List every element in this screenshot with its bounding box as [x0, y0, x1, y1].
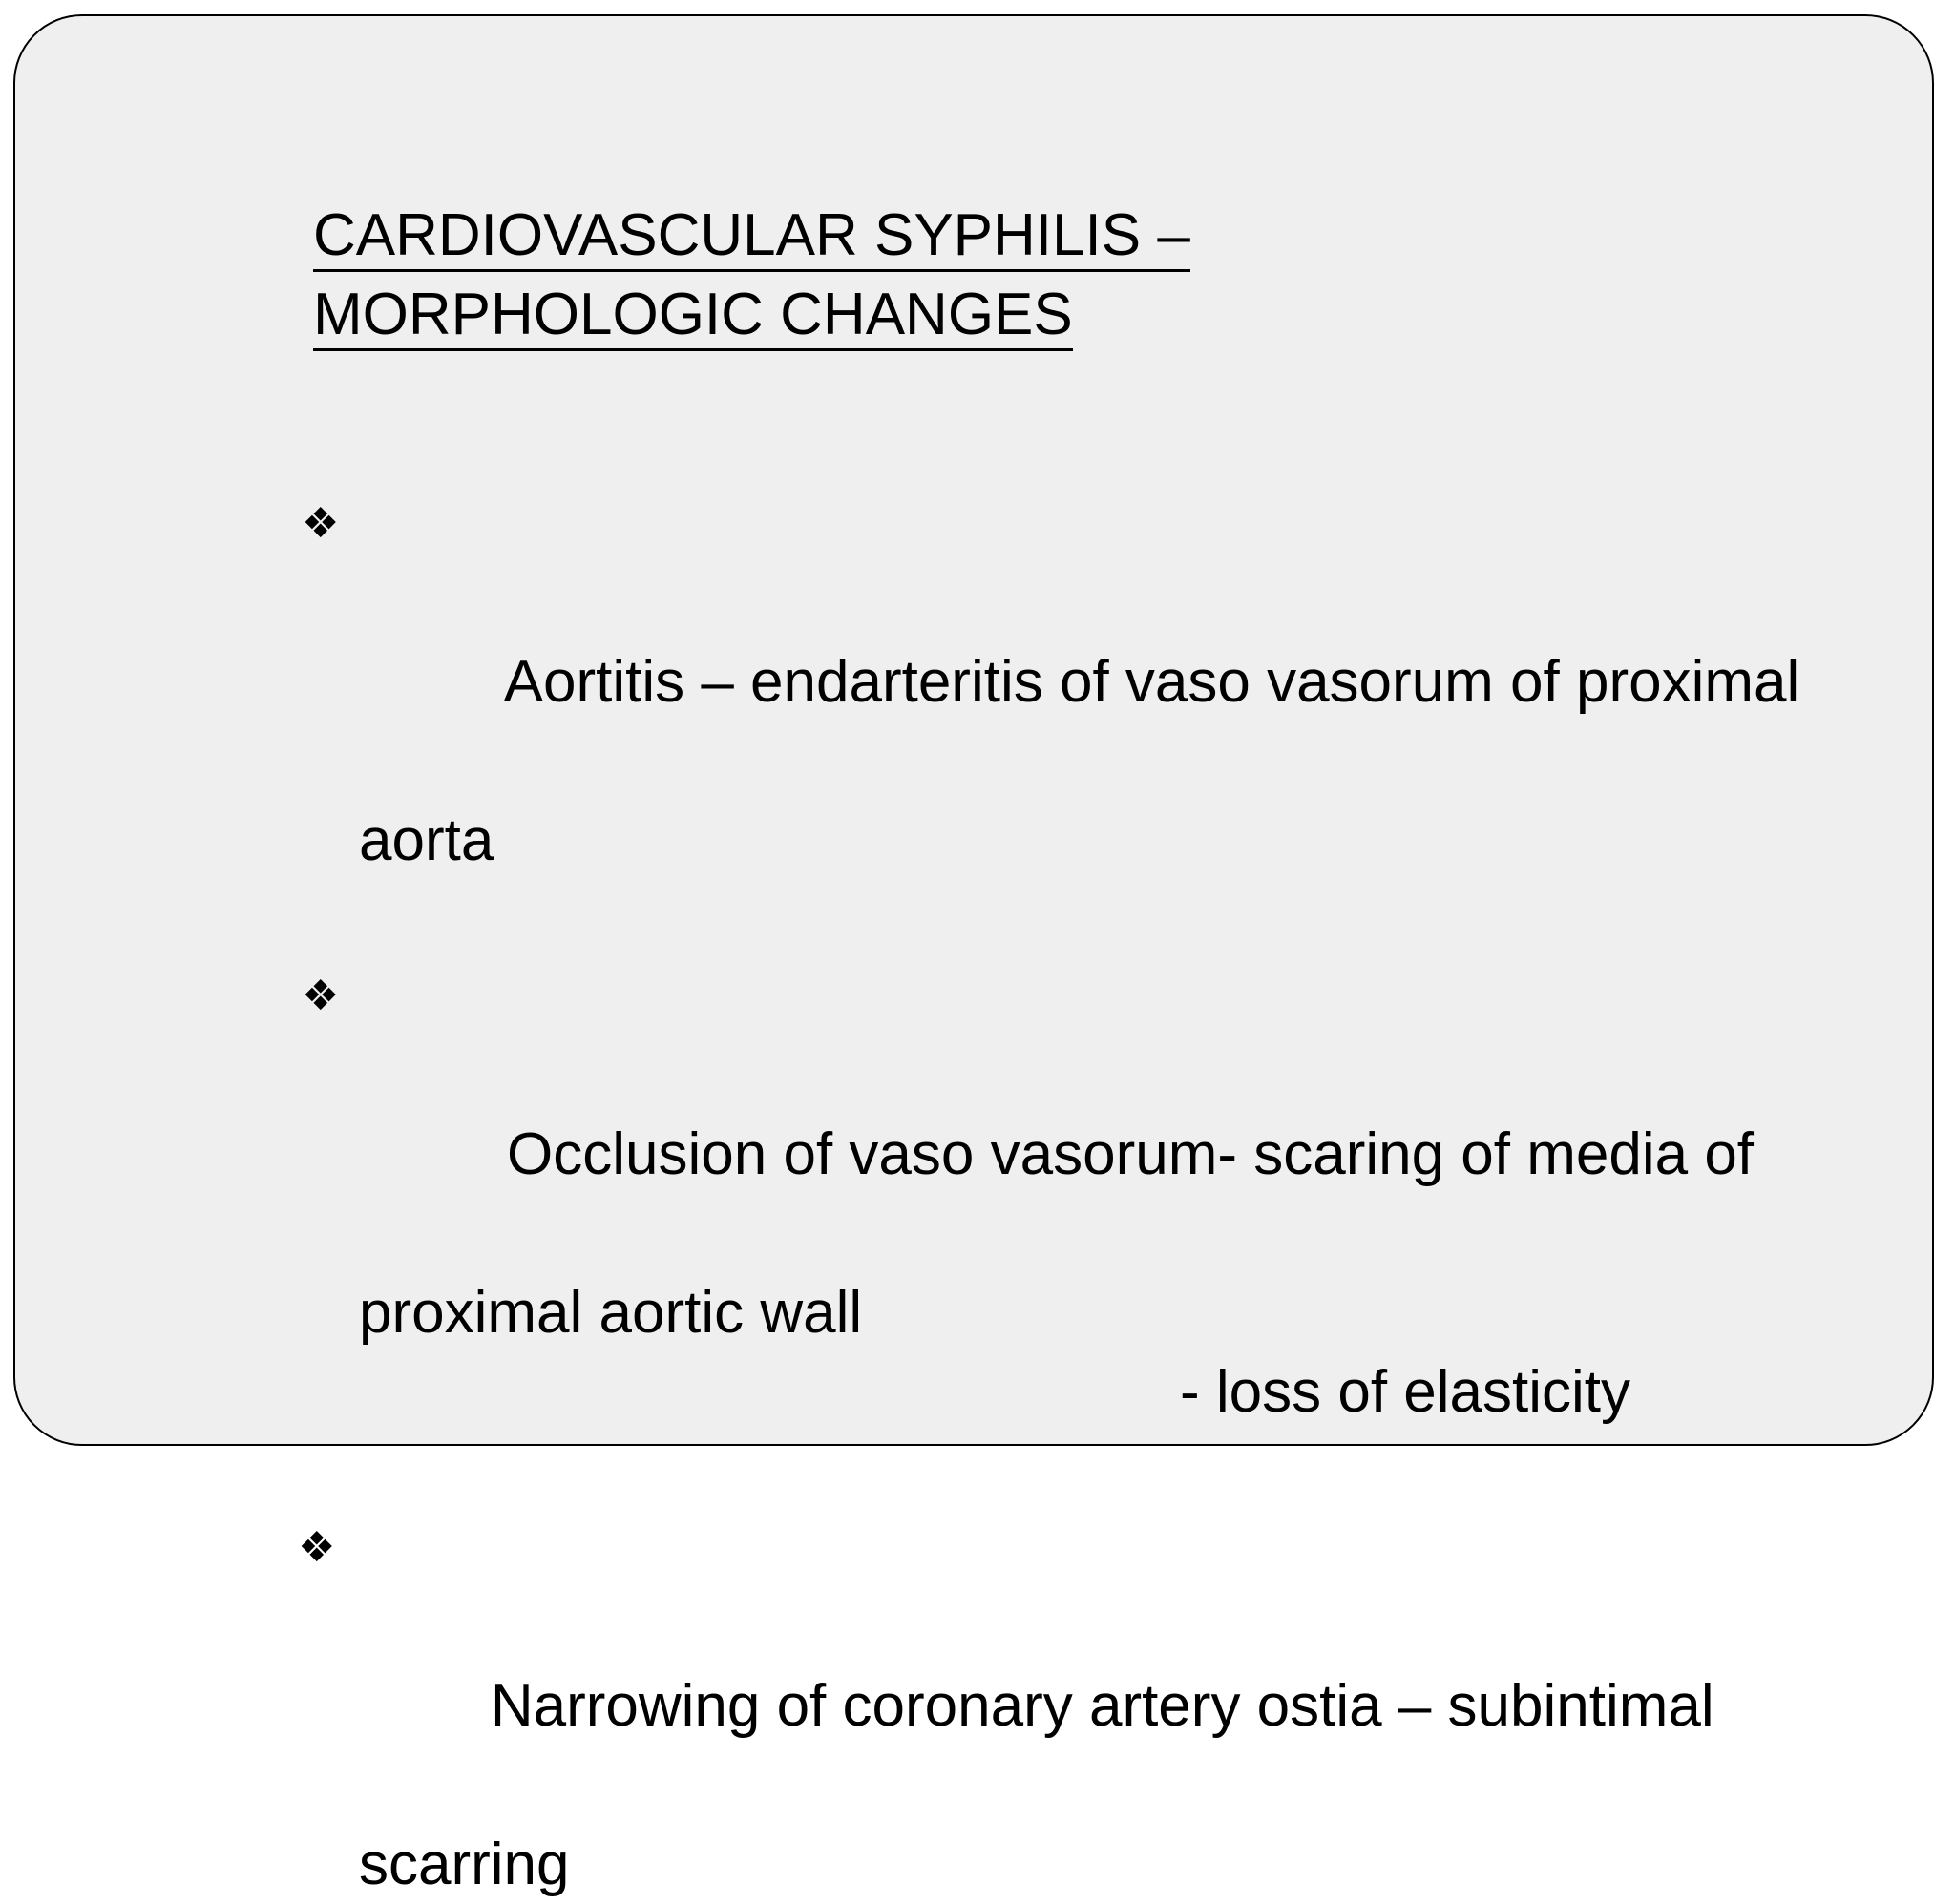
diamond-bullet-icon: ❖ — [298, 1523, 336, 1572]
title-line-1: CARDIOVASCULAR SYPHILIS – — [313, 202, 1190, 272]
bullet-list — [298, 484, 1848, 1904]
bullet-text-continuation: aorta — [359, 807, 494, 873]
slide-frame — [13, 14, 1934, 1897]
bullet-text-line: Narrowing of coronary artery ostia – subintimal — [490, 1673, 1714, 1739]
title-line-2: MORPHOLOGIC CHANGES — [313, 282, 1073, 351]
bullet-text-continuation: scarring — [359, 1831, 570, 1897]
bullet-text-line: Aortitis – endarteritis of vaso vasorum of proximal — [490, 649, 1800, 715]
bullet-sub-point: - loss of elasticity — [1180, 1359, 1631, 1425]
diamond-bullet-icon: ❖ — [302, 499, 340, 548]
bullet-item-narrowing — [298, 1508, 1848, 1904]
bullet-item-aortitis — [302, 484, 1848, 880]
bullet-text-continuation: proximal aortic wall — [359, 1280, 863, 1346]
slide-title — [313, 202, 1190, 361]
diamond-bullet-icon: ❖ — [302, 972, 340, 1020]
bullet-item-occlusion — [302, 956, 1848, 1432]
bullet-text-line: Occlusion of vaso vasorum- scaring of media of — [490, 1121, 1755, 1187]
